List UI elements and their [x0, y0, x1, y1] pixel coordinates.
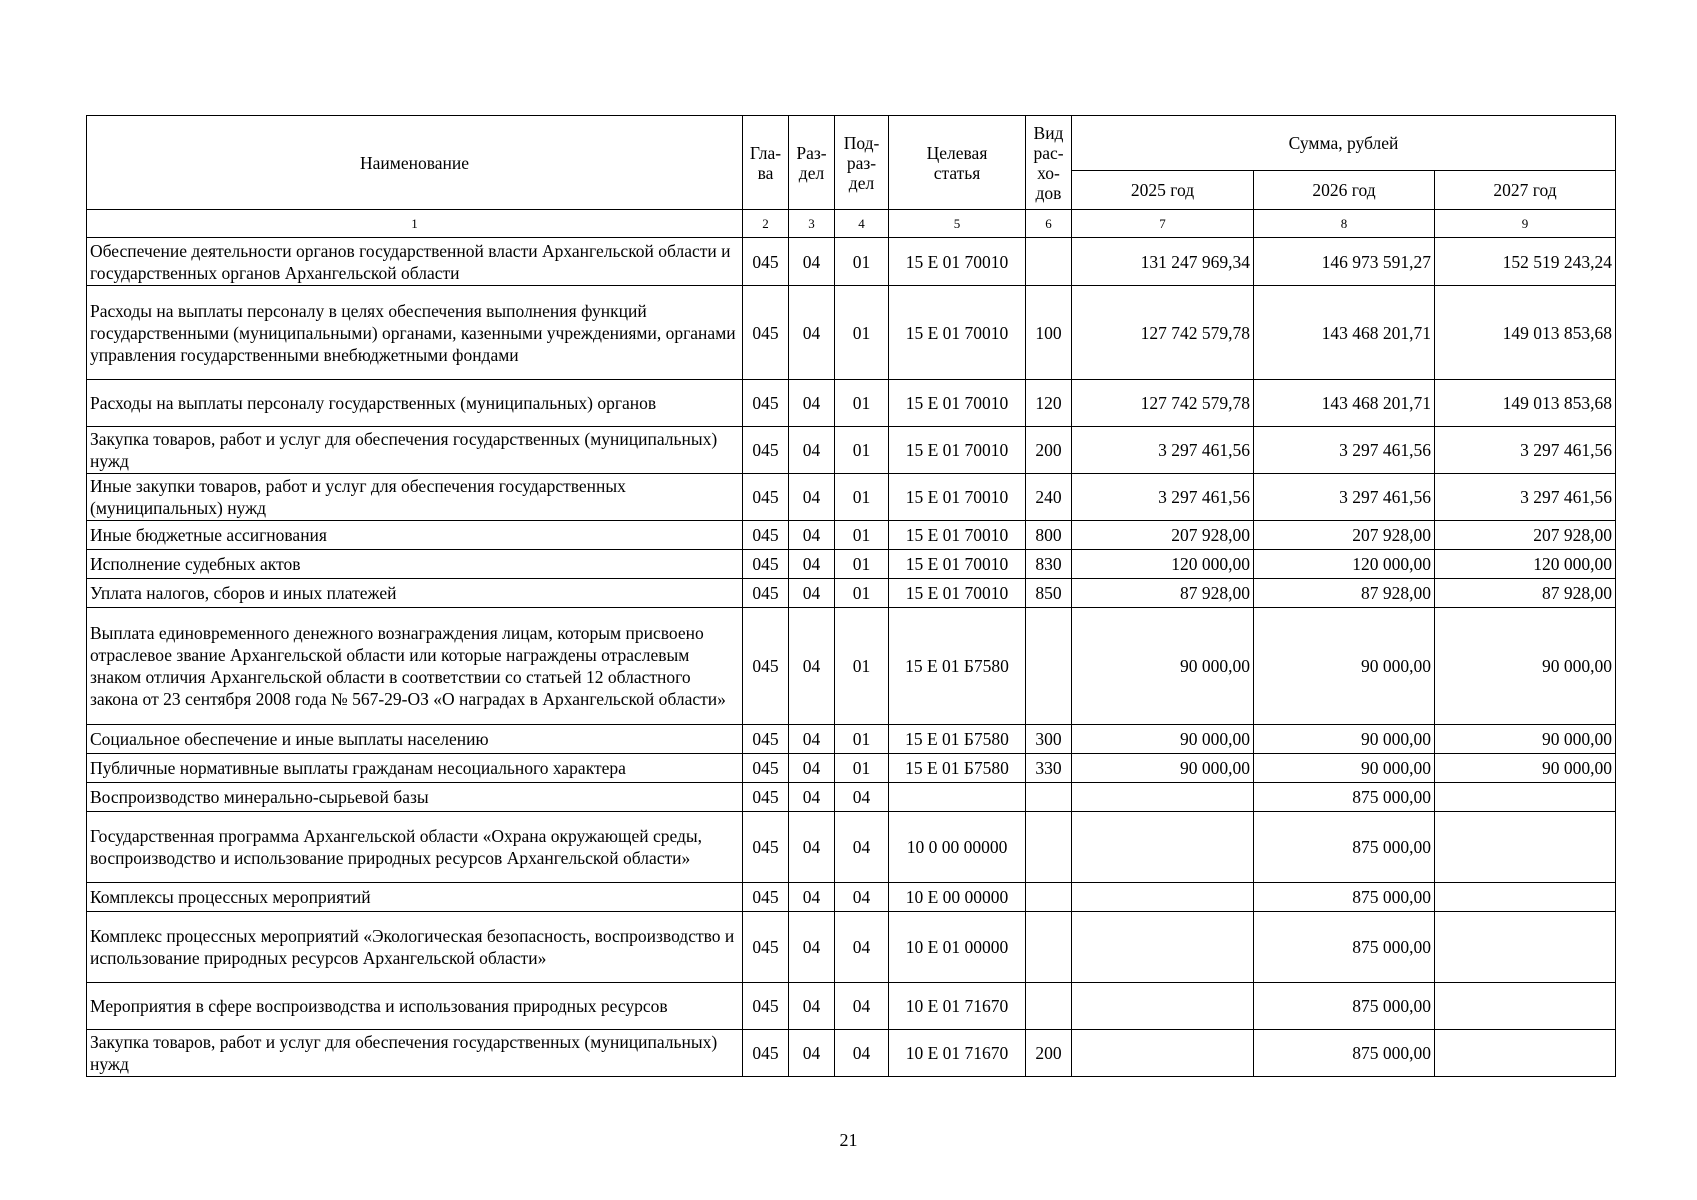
row-amount-2026: 90 000,00 [1254, 754, 1435, 783]
row-target-article: 15 Е 01 70010 [889, 579, 1026, 608]
page-number: 21 [839, 1130, 858, 1150]
budget-table [86, 115, 1616, 1077]
row-name: Иные бюджетные ассигнования [87, 521, 743, 550]
row-amount-2026: 87 928,00 [1254, 579, 1435, 608]
row-section: 04 [789, 983, 835, 1030]
row-amount-2026: 90 000,00 [1254, 725, 1435, 754]
row-amount-2027 [1435, 912, 1616, 983]
row-subsection: 01 [835, 550, 889, 579]
row-amount-2025: 127 742 579,78 [1072, 286, 1254, 380]
row-section: 04 [789, 380, 835, 427]
column-number: 4 [835, 210, 889, 238]
row-chapter: 045 [743, 380, 789, 427]
table-row [87, 883, 1616, 912]
row-chapter: 045 [743, 754, 789, 783]
row-chapter: 045 [743, 286, 789, 380]
row-name: Обеспечение деятельности органов государственной власти Архангельской области и государственных органов Архангельской области [87, 238, 743, 286]
row-expense-type [1026, 238, 1072, 286]
row-name: Исполнение судебных актов [87, 550, 743, 579]
row-amount-2027 [1435, 883, 1616, 912]
row-section: 04 [789, 579, 835, 608]
row-amount-2025: 127 742 579,78 [1072, 380, 1254, 427]
row-target-article [889, 783, 1026, 812]
row-amount-2025: 87 928,00 [1072, 579, 1254, 608]
row-expense-type [1026, 912, 1072, 983]
column-number: 1 [87, 210, 743, 238]
row-chapter: 045 [743, 1030, 789, 1077]
row-amount-2027: 87 928,00 [1435, 579, 1616, 608]
row-expense-type: 850 [1026, 579, 1072, 608]
row-expense-type: 330 [1026, 754, 1072, 783]
row-expense-type [1026, 983, 1072, 1030]
row-target-article: 10 Е 01 00000 [889, 912, 1026, 983]
row-name: Мероприятия в сфере воспроизводства и использования природных ресурсов [87, 983, 743, 1030]
row-target-article: 15 Е 01 70010 [889, 550, 1026, 579]
header-subsection: Под- раз- дел [835, 116, 889, 210]
row-target-article: 15 Е 01 Б7580 [889, 725, 1026, 754]
table-row [87, 521, 1616, 550]
row-amount-2026: 875 000,00 [1254, 883, 1435, 912]
table-row [87, 912, 1616, 983]
row-section: 04 [789, 521, 835, 550]
row-chapter: 045 [743, 883, 789, 912]
row-amount-2025: 3 297 461,56 [1072, 474, 1254, 521]
row-subsection: 01 [835, 725, 889, 754]
row-target-article: 15 Е 01 70010 [889, 474, 1026, 521]
row-section: 04 [789, 783, 835, 812]
column-number: 9 [1435, 210, 1616, 238]
table-row [87, 754, 1616, 783]
row-subsection: 01 [835, 238, 889, 286]
row-target-article: 15 Е 01 70010 [889, 286, 1026, 380]
row-amount-2027: 90 000,00 [1435, 754, 1616, 783]
row-amount-2027: 90 000,00 [1435, 608, 1616, 725]
row-amount-2027: 149 013 853,68 [1435, 286, 1616, 380]
row-section: 04 [789, 550, 835, 579]
row-amount-2025: 90 000,00 [1072, 725, 1254, 754]
row-expense-type [1026, 883, 1072, 912]
row-subsection: 01 [835, 286, 889, 380]
header-section: Раз- дел [789, 116, 835, 210]
row-amount-2026: 146 973 591,27 [1254, 238, 1435, 286]
header-expense-type: Вид рас- хо- дов [1026, 116, 1072, 210]
row-subsection: 01 [835, 521, 889, 550]
row-target-article: 10 0 00 00000 [889, 812, 1026, 883]
row-subsection: 01 [835, 608, 889, 725]
row-chapter: 045 [743, 725, 789, 754]
row-subsection: 04 [835, 783, 889, 812]
table-row [87, 550, 1616, 579]
row-name: Государственная программа Архангельской области «Охрана окружающей среды, воспроизводство и использование природных ресурсов Архангельской области» [87, 812, 743, 883]
column-number: 8 [1254, 210, 1435, 238]
row-name: Закупка товаров, работ и услуг для обеспечения государственных (муниципальных) нужд [87, 427, 743, 474]
table-row [87, 1030, 1616, 1077]
row-amount-2027: 3 297 461,56 [1435, 427, 1616, 474]
row-amount-2026: 875 000,00 [1254, 983, 1435, 1030]
row-amount-2025: 120 000,00 [1072, 550, 1254, 579]
row-chapter: 045 [743, 521, 789, 550]
row-amount-2026: 875 000,00 [1254, 783, 1435, 812]
row-amount-2027: 120 000,00 [1435, 550, 1616, 579]
row-subsection: 01 [835, 474, 889, 521]
row-expense-type: 120 [1026, 380, 1072, 427]
row-section: 04 [789, 1030, 835, 1077]
table-row [87, 608, 1616, 725]
row-section: 04 [789, 474, 835, 521]
row-amount-2027: 90 000,00 [1435, 725, 1616, 754]
row-chapter: 045 [743, 427, 789, 474]
table-row [87, 783, 1616, 812]
row-subsection: 01 [835, 579, 889, 608]
row-amount-2026: 143 468 201,71 [1254, 286, 1435, 380]
row-name: Социальное обеспечение и иные выплаты населению [87, 725, 743, 754]
row-amount-2027: 3 297 461,56 [1435, 474, 1616, 521]
row-chapter: 045 [743, 550, 789, 579]
row-amount-2025: 90 000,00 [1072, 608, 1254, 725]
row-name: Закупка товаров, работ и услуг для обеспечения государственных (муниципальных) нужд [87, 1030, 743, 1077]
table-row [87, 812, 1616, 883]
table-row [87, 474, 1616, 521]
table-row [87, 238, 1616, 286]
row-amount-2025 [1072, 983, 1254, 1030]
row-amount-2025 [1072, 812, 1254, 883]
row-expense-type [1026, 783, 1072, 812]
row-amount-2027: 149 013 853,68 [1435, 380, 1616, 427]
row-amount-2025: 3 297 461,56 [1072, 427, 1254, 474]
row-target-article: 15 Е 01 Б7580 [889, 608, 1026, 725]
row-amount-2025: 207 928,00 [1072, 521, 1254, 550]
column-number: 2 [743, 210, 789, 238]
row-section: 04 [789, 883, 835, 912]
row-amount-2027 [1435, 983, 1616, 1030]
row-expense-type: 100 [1026, 286, 1072, 380]
header-sum: Сумма, рублей [1072, 116, 1616, 171]
row-amount-2026: 3 297 461,56 [1254, 474, 1435, 521]
row-amount-2027 [1435, 812, 1616, 883]
row-chapter: 045 [743, 783, 789, 812]
row-chapter: 045 [743, 983, 789, 1030]
row-amount-2026: 3 297 461,56 [1254, 427, 1435, 474]
header-chapter: Гла- ва [743, 116, 789, 210]
row-section: 04 [789, 912, 835, 983]
row-expense-type [1026, 608, 1072, 725]
row-chapter: 045 [743, 912, 789, 983]
row-expense-type: 200 [1026, 427, 1072, 474]
row-amount-2025 [1072, 1030, 1254, 1077]
column-number: 5 [889, 210, 1026, 238]
table-row [87, 427, 1616, 474]
table-body [87, 238, 1616, 1077]
table-row [87, 579, 1616, 608]
header-year-2026: 2026 год [1254, 171, 1435, 210]
row-name: Уплата налогов, сборов и иных платежей [87, 579, 743, 608]
row-name: Расходы на выплаты персоналу государственных (муниципальных) органов [87, 380, 743, 427]
row-chapter: 045 [743, 579, 789, 608]
row-section: 04 [789, 725, 835, 754]
row-name: Иные закупки товаров, работ и услуг для обеспечения государственных (муниципальных) нужд [87, 474, 743, 521]
row-amount-2025 [1072, 783, 1254, 812]
row-amount-2025 [1072, 912, 1254, 983]
table-row [87, 286, 1616, 380]
row-amount-2025 [1072, 883, 1254, 912]
row-target-article: 15 Е 01 70010 [889, 427, 1026, 474]
row-amount-2026: 875 000,00 [1254, 812, 1435, 883]
row-target-article: 15 Е 01 70010 [889, 521, 1026, 550]
table-row [87, 725, 1616, 754]
row-amount-2026: 143 468 201,71 [1254, 380, 1435, 427]
row-subsection: 01 [835, 380, 889, 427]
row-amount-2027: 207 928,00 [1435, 521, 1616, 550]
row-target-article: 15 Е 01 70010 [889, 380, 1026, 427]
row-section: 04 [789, 754, 835, 783]
header-year-2025: 2025 год [1072, 171, 1254, 210]
row-expense-type: 200 [1026, 1030, 1072, 1077]
row-target-article: 10 Е 01 71670 [889, 983, 1026, 1030]
row-name: Расходы на выплаты персоналу в целях обеспечения выполнения функций государственными (муниципальными) органами, казенными учреждениями, органами управления государственными внебюджетными фондами [87, 286, 743, 380]
header-name: Наименование [87, 116, 743, 210]
row-amount-2027: 152 519 243,24 [1435, 238, 1616, 286]
row-subsection: 01 [835, 754, 889, 783]
row-section: 04 [789, 427, 835, 474]
row-subsection: 04 [835, 1030, 889, 1077]
header-row [87, 116, 1616, 171]
row-name: Выплата единовременного денежного вознаграждения лицам, которым присвоено отраслевое звание Архангельской области или которые награждены отраслевым знаком отличия Архангельской области в соответствии со статьей 12 областного закона от 23 сентября 2008 года № 567-29-ОЗ «О наградах в Архангельской области» [87, 608, 743, 725]
header-target-article: Целевая статья [889, 116, 1026, 210]
row-name: Публичные нормативные выплаты гражданам несоциального характера [87, 754, 743, 783]
column-number: 3 [789, 210, 835, 238]
row-amount-2026: 207 928,00 [1254, 521, 1435, 550]
row-amount-2026: 120 000,00 [1254, 550, 1435, 579]
row-subsection: 01 [835, 427, 889, 474]
column-number: 7 [1072, 210, 1254, 238]
table-row [87, 380, 1616, 427]
row-name: Воспроизводство минерально-сырьевой базы [87, 783, 743, 812]
row-subsection: 04 [835, 912, 889, 983]
column-number-row [87, 210, 1616, 238]
row-expense-type: 800 [1026, 521, 1072, 550]
row-subsection: 04 [835, 812, 889, 883]
row-amount-2025: 131 247 969,34 [1072, 238, 1254, 286]
table-row [87, 983, 1616, 1030]
row-chapter: 045 [743, 238, 789, 286]
row-expense-type [1026, 812, 1072, 883]
row-subsection: 04 [835, 883, 889, 912]
row-amount-2025: 90 000,00 [1072, 754, 1254, 783]
row-target-article: 15 Е 01 Б7580 [889, 754, 1026, 783]
row-chapter: 045 [743, 608, 789, 725]
row-target-article: 10 Е 00 00000 [889, 883, 1026, 912]
column-number: 6 [1026, 210, 1072, 238]
row-expense-type: 830 [1026, 550, 1072, 579]
row-section: 04 [789, 238, 835, 286]
row-amount-2027 [1435, 783, 1616, 812]
row-expense-type: 240 [1026, 474, 1072, 521]
row-amount-2027 [1435, 1030, 1616, 1077]
row-name: Комплексы процессных мероприятий [87, 883, 743, 912]
row-chapter: 045 [743, 812, 789, 883]
row-target-article: 10 Е 01 71670 [889, 1030, 1026, 1077]
row-name: Комплекс процессных мероприятий «Экологическая безопасность, воспроизводство и использование природных ресурсов Архангельской области» [87, 912, 743, 983]
row-amount-2026: 875 000,00 [1254, 912, 1435, 983]
row-subsection: 04 [835, 983, 889, 1030]
row-amount-2026: 90 000,00 [1254, 608, 1435, 725]
row-section: 04 [789, 608, 835, 725]
row-expense-type: 300 [1026, 725, 1072, 754]
row-target-article: 15 Е 01 70010 [889, 238, 1026, 286]
row-amount-2026: 875 000,00 [1254, 1030, 1435, 1077]
row-section: 04 [789, 286, 835, 380]
header-year-2027: 2027 год [1435, 171, 1616, 210]
row-chapter: 045 [743, 474, 789, 521]
row-section: 04 [789, 812, 835, 883]
